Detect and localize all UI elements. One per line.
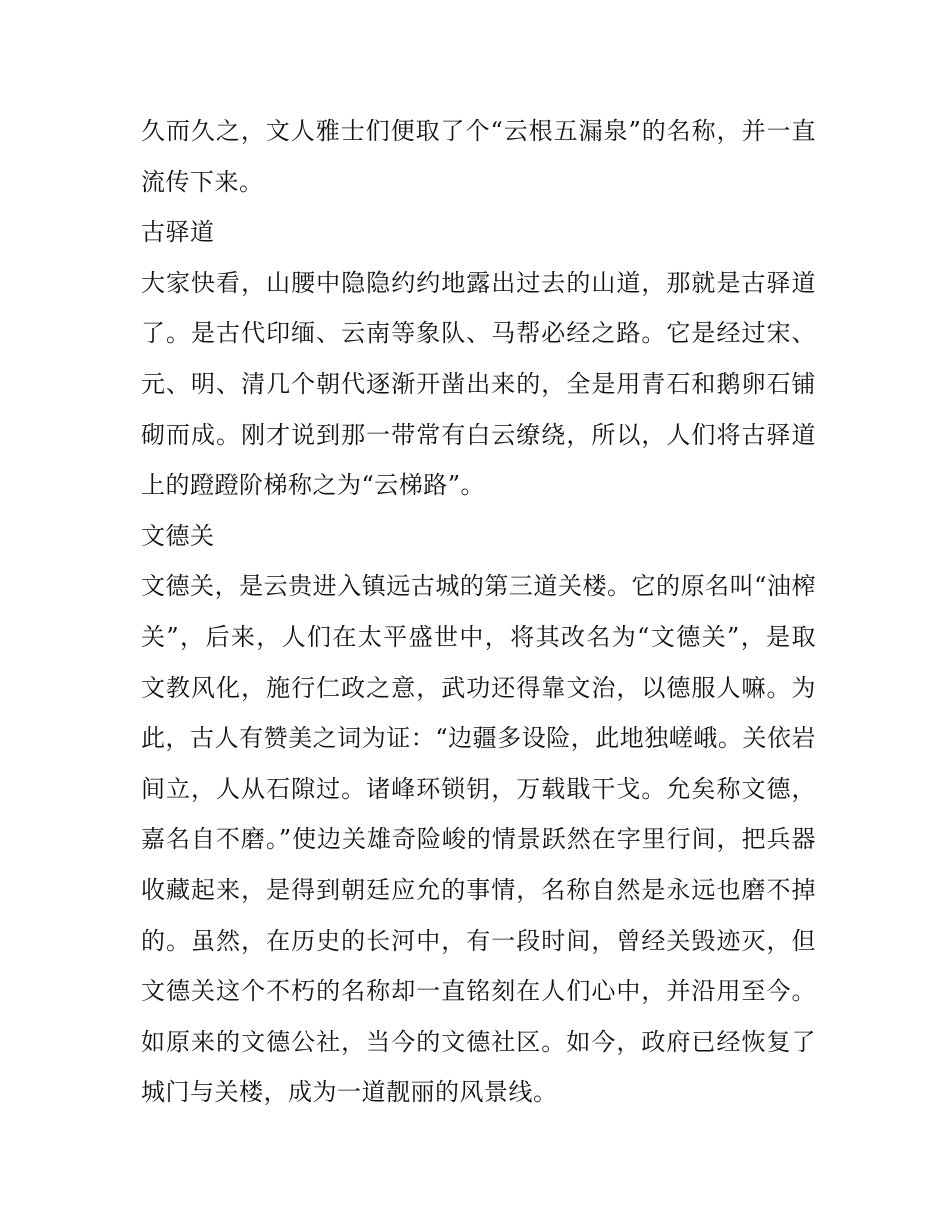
section-heading-wende-pass: 文德关 (141, 521, 215, 550)
paragraph-wende-pass: 文德关，是云贵进入镇远古城的第三道关楼。它的原名叫“油榨关”，后来，人们在太平盛世中，将其改名为“文德关”，是取文教风化，施行仁政之意，武功还得靠文治，以德服人嘛。为此，古人有赞美之词为证：“边疆多设险，此地独嵯峨。关依岩间立，人从石隙过。诸峰环锁钥，万载戢干戈。允矣称文德，嘉名自不磨。”使边关雄奇险峻的情景跃然在字里行间，把兵器收藏起来，是得到朝廷应允的事情，名称自然是永远也磨不掉的。虽然，在历史的长河中，有一段时间，曾经关毁迹灭，但文德关这个不朽的名称却一直铭刻在人们心中，并沿用至今。如原来的文德公社，当今的文德社区。如今，政府已经恢复了城门与关楼，成为一道靓丽的风景线。 (141, 572, 816, 1107)
paragraph-spring-name: 久而久之，文人雅士们便取了个“云根五漏泉”的名称，并一直流传下来。 (141, 117, 816, 196)
paragraph-ancient-post-road: 大家快看，山腰中隐隐约约地露出过去的山道，那就是古驿道了。是古代印缅、云南等象队、马帮必经之路。它是经过宋、元、明、清几个朝代逐渐开凿出来的，全是用青石和鹅卵石铺砌而成。刚才说到那一带常有白云缭绕，所以，人们将古驿道上的蹬蹬阶梯称之为“云梯路”。 (141, 268, 816, 500)
section-heading-ancient-post-road: 古驿道 (141, 218, 215, 247)
document-body (141, 106, 816, 1118)
